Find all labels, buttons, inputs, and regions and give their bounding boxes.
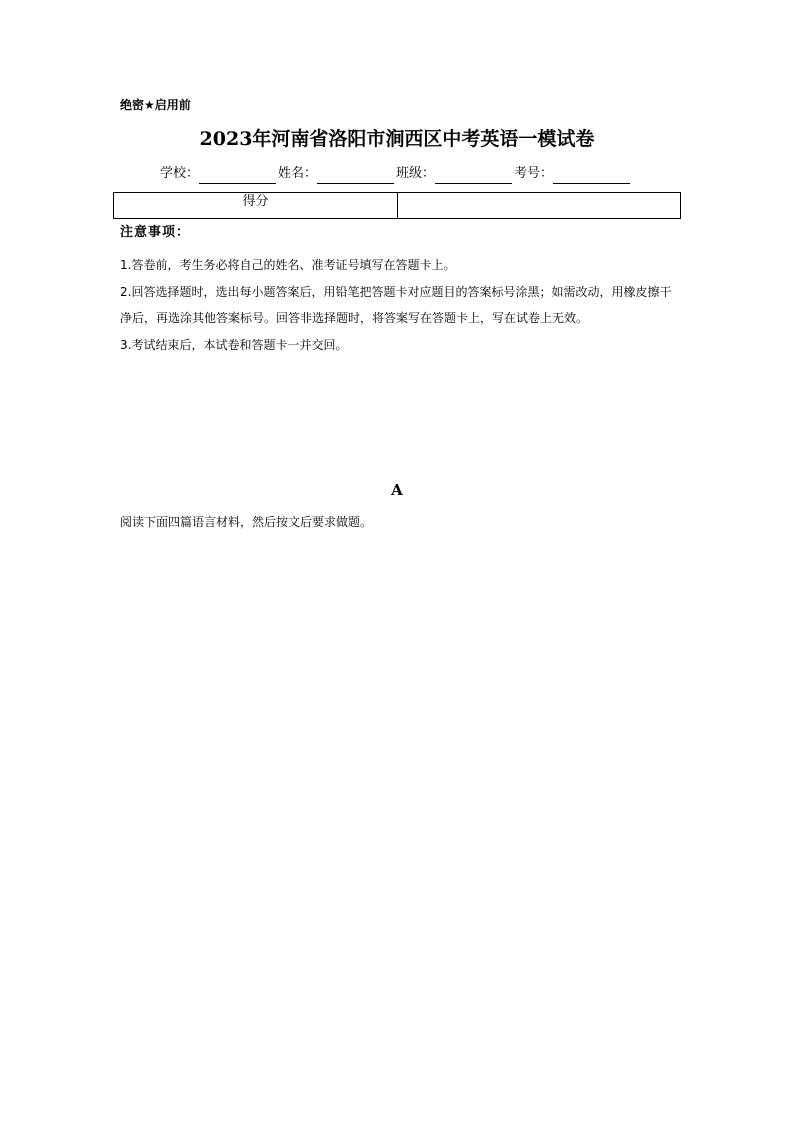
- section-instruction: 阅读下面四篇语言材料，然后按文后要求做题。: [120, 515, 373, 529]
- exam-number-blank[interactable]: [553, 169, 630, 184]
- school-blank[interactable]: [199, 169, 276, 184]
- score-value-cell[interactable]: [398, 193, 681, 219]
- exam-number-label: 考号：: [514, 166, 554, 181]
- score-row: [114, 193, 681, 219]
- class-blank[interactable]: [435, 169, 512, 184]
- notice-title: 注意事项：: [120, 225, 191, 240]
- student-info-line: [160, 164, 632, 184]
- section-heading: A: [391, 481, 403, 499]
- class-label: 班级：: [396, 166, 436, 181]
- score-label-cell: 得分: [114, 193, 398, 219]
- confidential-label: 绝密★启用前: [120, 98, 191, 112]
- notice-item: 1.答卷前，考生务必将自己的姓名、准考证号填写在答题卡上。: [120, 258, 456, 272]
- notice-item: 2.回答选择题时，选出每小题答案后，用铅笔把答题卡对应题目的答案标号涂黑；如需改动，用橡皮擦干净后，再选涂其他答案标号。回答非选择题时，将答案写在答题卡上，写在试卷上无效。: [120, 284, 672, 325]
- name-blank[interactable]: [317, 169, 394, 184]
- score-table: [113, 192, 681, 219]
- school-label: 学校：: [160, 166, 200, 181]
- page-title: 2023年河南省洛阳市涧西区中考英语一模试卷: [199, 128, 595, 150]
- notice-item: 3.考试结束后，本试卷和答题卡一并交回。: [120, 337, 348, 352]
- name-label: 姓名：: [278, 166, 318, 181]
- notice-list: [120, 252, 680, 358]
